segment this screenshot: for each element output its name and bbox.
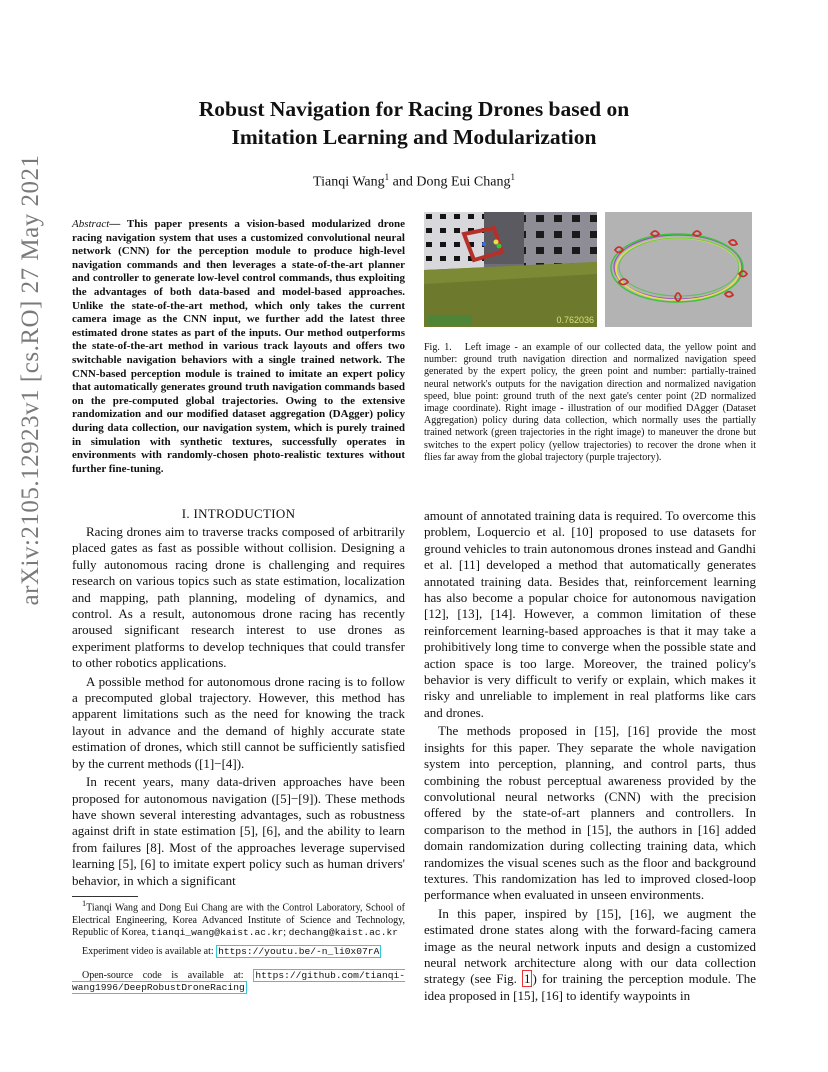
footnote-code [72,970,405,995]
figure-caption [424,342,756,464]
footnote-code-label: Open-source code is available at: [82,970,244,981]
paragraph-text: In this paper, inspired by [15], [16], we augment the estimated drone states along with the forward-facing camera image as the neural network inputs and design a customized neural network architecture along with our data collection strategy (see Fig. [424,905,756,987]
paragraph [424,906,756,1004]
footnote-affiliation-text: Tianqi Wang and Dong Eui Chang are with the Control Laboratory, School of Electrical Engineering, Korea Advanced Institute of Science and Technology, Republic of Korea, [72,902,405,938]
paragraph: amount of annotated training data is required. To overcome this problem, Loquercio et al. [10] proposed to use datasets for ground vehicles to train autonomous drones instead and Gandhi et al. [11] developed a method that automatically generates annotated training data. Besides that, reinforcement learning has also become a popular choice for autonomous navigation [12], [13], [14]. However, a common limitation of these reinforcement learning-based approaches is that it may take a prohibitively long time to converge when the possible state and action space is too large. Moreover, the trained policy's behavior is very difficult to verify or explain, which makes it risky and unreliable to implement in real platforms like cars and drones. [424,508,756,720]
section-heading-introduction: I. INTRODUCTION [181,506,296,521]
left-column-body [72,524,405,891]
paper-title [120,95,708,151]
abstract-dash: — [109,218,127,230]
author-affil-2: 1 [510,172,515,182]
trajectory-image [605,212,752,327]
paragraph: A possible method for autonomous drone racing is to follow a precomputed global trajectory. However, this method has apparent limitations such as the need for knowing the track layout in advance and the demand of highly accurate state estimation of drones, which still cannot be sufficiently satisfied by the current methods ([1]−[4]). [72,673,405,771]
paragraph: In recent years, many data-driven approaches have been proposed for autonomous navigation ([5]−[9]). These methods have shown several interesting advantages, such as robustness against drift in state estimation [5], [6], and the ability to learn from failures [8]. Most of the approaches leverage supervised learning [5], [6] to imitate expert policy such as human drivers' behavior, in which a significant [72,774,405,888]
paragraph-text: ) for training the perception module. The idea proposed in [15], [16] to identify waypoints in [424,971,756,1003]
footnote-affiliation [72,898,405,939]
blue-point-marker [482,242,486,246]
code-link[interactable]: https://github.com/tianqi-wang1996/DeepRobustDroneRacing [72,970,405,994]
title-line-2: Imitation Learning and Modularization [231,125,597,149]
author-name-2: Dong Eui Chang [416,174,511,190]
footnote-video-label: Experiment video is available at: [82,946,214,957]
overlay-speed-value: 0.762036 [556,315,594,325]
green-point-marker [497,244,502,249]
footnote-divider [72,896,138,897]
paragraph: Racing drones aim to traverse tracks composed of arbitrarily placed gates as fast as possible without collision. Designing a fully autonomous racing drone is challenging and requires research on various topics such as state estimation, localization and mapping, path planning, modeling of dynamics, and control. As a result, autonomous drone racing has recently aroused significant research interest to use drones as experiment platforms to develop techniques that could transfer to other robotics applications. [72,524,405,671]
footnote-marker: 1 [82,899,87,908]
arxiv-stamp: arXiv:2105.12923v1 [cs.RO] 27 May 2021 [17,154,44,606]
author-name-1: Tianqi Wang [313,174,385,190]
footnote-email-1: tianqi_wang@kaist.ac.kr [150,926,284,938]
video-link[interactable]: https://youtu.be/-n_li0x07rA [218,946,380,957]
author-conjunction: and [389,174,417,190]
author-affil-1: 1 [384,172,390,182]
abstract [72,218,405,476]
paragraph: The methods proposed in [15], [16] provide the most insights for this paper. They separate the whole navigation system into perception, planning, and control parts, thus combining the robust perceptual awareness provided by the convolutional neural networks (CNN) with the precision offered by the state-of-art planners and controllers. In comparison to the method in [15], the authors in [16] added domain randomization during collecting training data, which randomizes the visual scenes such as the floor and background textures. This randomization has led to improved closed-loop performance when evaluated in unseen environments. [424,723,756,903]
figure-reference-link[interactable]: 1 [523,971,531,987]
camera-view-image [424,212,597,327]
title-line-1: Robust Navigation for Racing Drones based on [198,97,630,121]
figure-camera-view [424,212,597,327]
figure-caption-label: Fig. 1. [424,342,452,353]
abstract-text: This paper presents a vision-based modularized drone racing navigation system that uses a customized convolutional neural network (CNN) for the perception module to produce high-level navigation commands and then leverages a state-of-the-art planner and controller to generate low-level control commands, thus exploiting the advantages of both data-based and model-based approaches. Unlike the state-of-the-art method, which only takes the current camera image as the CNN input, we further add the latest three estimated drone states as part of the inputs. Our method outperforms the state-of-the-art method in various track layouts and offers two switchable navigation behaviors with a single trained network. The CNN-based perception module is trained to imitate an expert policy that automatically generates ground truth navigation commands based on the pre-computed global trajectories. Owing to the extensive randomization and our modified dataset aggregation (DAgger) policy during data collection, our navigation system, which is purely trained in simulation with synthetic textures, successfully operates in environments with randomly-chosen photo-realistic textures without further fine-tuning. [72,218,405,475]
right-column-body [424,508,756,1006]
footnote-separator: ; [283,926,287,938]
author-line [120,172,708,191]
abstract-label: Abstract [72,218,110,230]
footnote-video [72,946,405,958]
footnote-email-2: dechang@kaist.ac.kr [288,926,398,938]
figure-caption-text: Left image - an example of our collected data, the yellow point and number: ground truth navigation direction and normalized navigation speed generated by the expert policy, the green point and number: partially-trained neural network's outputs for the navigation direction and normalized navigation speed, blue point: ground truth of the next gate's center point (2D normalized image coordinate). Right image - illustration of our modified DAgger (Dataset Aggregation) policy during data collection, which normally uses the partially trained network (green trajectories in the right image) to maneuver the drone but switches to the expert policy (yellow trajectories) to recover the drone when it flies far away from the global trajectory (purple trajectory). [424,342,757,463]
figure-trajectory-illustration [605,212,752,327]
yellow-point-marker [494,240,499,245]
